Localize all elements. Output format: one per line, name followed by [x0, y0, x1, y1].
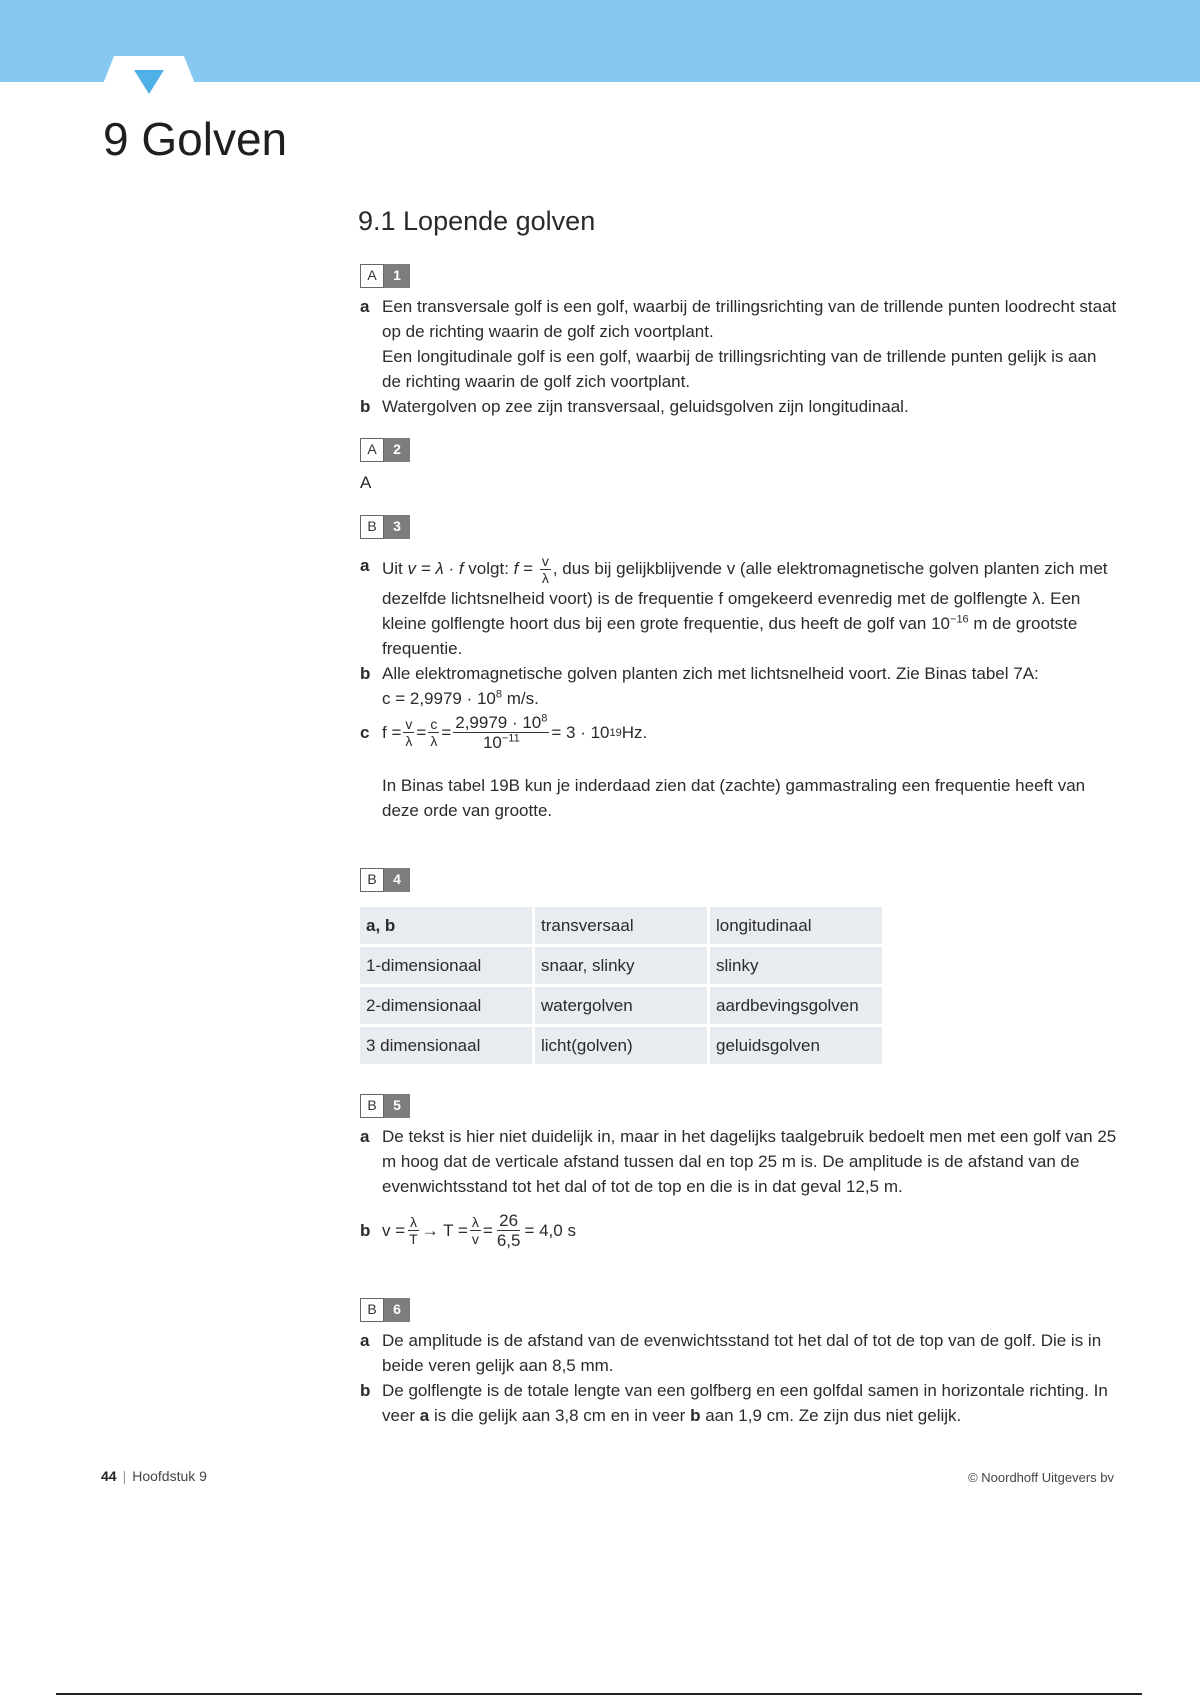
answer-text: volgt: — [463, 558, 514, 578]
exercise-5 — [360, 1092, 1120, 1251]
answer-text: A — [360, 472, 372, 492]
exercise-level: B — [360, 1298, 384, 1322]
table-row — [360, 907, 882, 944]
fraction — [453, 713, 549, 753]
exercise-6 — [360, 1296, 1120, 1428]
part-letter: a — [360, 1126, 370, 1146]
part-letter: a — [360, 296, 370, 316]
exercise-number: 3 — [384, 515, 410, 539]
exponent: 8 — [495, 688, 503, 701]
exercise-number: 1 — [384, 264, 410, 288]
denominator: T — [409, 1231, 418, 1248]
bold-label: a — [419, 1405, 430, 1425]
page-divider — [56, 1693, 1142, 1695]
exercise-2 — [360, 436, 1120, 495]
unit-text: Hz. — [621, 723, 648, 743]
footer-separator: | — [122, 1468, 127, 1484]
answer-text: Een longitudinale golf is een golf, waarbij de trillingsrichting van de trillende punten gelijk is aan de richting waarin de golf zich voortplant. — [382, 346, 1097, 391]
exercise-number: 2 — [384, 438, 410, 462]
formula-var: v = — [382, 1221, 406, 1241]
exercise-number: 4 — [384, 868, 410, 892]
answer-part-c — [360, 713, 1120, 753]
exercise-level: B — [360, 868, 384, 892]
part-letter: b — [360, 1380, 371, 1400]
table-cell: longitudinaal — [710, 907, 882, 944]
answer-text: In Binas tabel 19B kun je inderdaad zien dat (zachte) gammastraling een frequentie heeft van deze orde van grootte. — [382, 775, 1086, 820]
fraction — [403, 716, 414, 749]
denominator-base: 10 — [482, 733, 502, 753]
answer-text: aan 1,9 cm. Ze zijn dus niet gelijk. — [700, 1405, 962, 1425]
table-row — [360, 987, 882, 1024]
answer-part-a — [360, 553, 1120, 661]
table-cell: snaar, slinky — [535, 947, 707, 984]
page-number: 44 — [101, 1468, 117, 1484]
answer-text: is die gelijk aan 3,8 cm en in veer — [429, 1405, 691, 1425]
section-title: 9.1 Lopende golven — [358, 206, 596, 236]
chapter-title: 9 Golven — [103, 113, 288, 165]
table-row — [360, 947, 882, 984]
chapter-label: Hoofdstuk 9 — [132, 1468, 207, 1484]
table-cell: slinky — [710, 947, 882, 984]
part-letter: a — [360, 1330, 370, 1350]
formula-result: = 4,0 s — [524, 1221, 576, 1241]
answer-part-a — [360, 294, 1120, 394]
exercise-4 — [360, 866, 1120, 1067]
exponent: 8 — [541, 712, 548, 725]
numerator: λ — [409, 1213, 417, 1230]
denominator: λ — [541, 569, 549, 586]
part-letter: b — [360, 396, 371, 416]
exercise-badge — [360, 515, 410, 539]
table-cell: watergolven — [535, 987, 707, 1024]
part-letter: c — [360, 723, 370, 743]
answer-part-b — [360, 394, 1120, 419]
formula-line: f = $\frac{v}{\lambda}$ = $\frac{c}{\lambda}$ = $\frac{2,9979 \cdot 10^8}{10^{-11}}$ = 3 · 10 19 Hz. — [382, 712, 648, 753]
denominator: v — [471, 1231, 479, 1248]
answer-part-a — [360, 1328, 1120, 1378]
bold-label: b — [690, 1405, 701, 1425]
answer-text: Watergolven op zee zijn transversaal, geluidsgolven zijn longitudinaal. — [382, 396, 909, 416]
numerator-base: 2,9979 · 10 — [455, 712, 542, 732]
table-cell: licht(golven) — [535, 1027, 707, 1064]
page-footer — [101, 1468, 207, 1484]
table-cell: 2-dimensionaal — [360, 987, 532, 1024]
answer-text: m de grootste frequentie. — [382, 613, 1078, 658]
table-cell: aardbevingsgolven — [710, 987, 882, 1024]
table-row — [360, 1027, 882, 1064]
answer-part-b — [360, 1378, 1120, 1428]
exponent: −11 — [501, 732, 520, 745]
exercise-3 — [360, 513, 1120, 823]
answer-text: De amplitude is de afstand van de evenwichtsstand tot het dal of tot de top van de golf. Die is in beide veren gelijk aan 8,5 mm. — [382, 1330, 1102, 1375]
part-letter: a — [360, 555, 370, 575]
answer-text: Een transversale golf is een golf, waarbij de trillingsrichting van de trillende punten loodrecht staat op de richting waarin de golf zich voortplant. — [382, 296, 1117, 341]
answer-part-b — [360, 1211, 1120, 1251]
exercise-1 — [360, 262, 1120, 419]
formula: v = λ · f — [407, 558, 464, 578]
numerator: λ — [471, 1213, 479, 1230]
formula-line — [382, 1211, 1120, 1251]
formula-result: = 3 · 10 — [551, 723, 610, 743]
formula-eq: = — [482, 1221, 493, 1241]
denominator — [481, 733, 522, 753]
answer-text: Uit — [382, 558, 408, 578]
answer-text: , dus bij gelijkblijvende v (alle elektromagnetische golven planten zich met dezelfde lichtsnelheid voort) is de frequentie f omgekeerd evenredig met de golflengte λ. Een kleine golflengte hoort dus bij een grote frequentie, dus heeft de golf van 10 — [382, 558, 1108, 633]
answer-text: De tekst is hier niet duidelijk in, maar in het dagelijks taalgebruik bedoelt men met een golf van 25 m hoog dat de verticale afstand tussen dal en top 25 m is. De amplitude is de afstand van de evenwichtsstand tot het dal of tot de top en die is in dat geval 12,5 m. — [382, 1126, 1117, 1196]
formula-var: f — [513, 558, 519, 578]
exercise-level: B — [360, 1094, 384, 1118]
exercise-badge — [360, 264, 410, 288]
numerator: v — [541, 552, 549, 569]
exercise-level: A — [360, 264, 384, 288]
copyright: © Noordhoff Uitgevers bv — [968, 1470, 1114, 1485]
numerator: c — [430, 716, 438, 733]
denominator: λ — [430, 733, 438, 750]
table-cell: a, b — [360, 907, 532, 944]
part-letter: b — [360, 1221, 371, 1241]
table-cell: geluidsgolven — [710, 1027, 882, 1064]
table-cell: 1-dimensionaal — [360, 947, 532, 984]
fraction — [495, 1211, 523, 1251]
fraction — [470, 1214, 481, 1247]
properties-table — [357, 904, 885, 1067]
fraction — [407, 1214, 420, 1247]
unit-text: m/s. — [502, 688, 539, 708]
exponent: −16 — [950, 613, 969, 626]
numerator: v — [405, 716, 413, 733]
numerator — [453, 713, 549, 734]
answer-part-a — [360, 1124, 1120, 1199]
exercise-badge — [360, 1298, 410, 1322]
formula-arrow: → T = — [421, 1221, 468, 1241]
exercise-level: B — [360, 515, 384, 539]
exercise-level: A — [360, 438, 384, 462]
exercise-badge — [360, 438, 410, 462]
exercise-number: 6 — [384, 1298, 410, 1322]
triangle-down-icon — [134, 70, 164, 94]
fraction — [540, 553, 551, 586]
fraction — [428, 716, 439, 749]
formula-eq: = — [416, 723, 427, 743]
formula-var: f = — [382, 723, 402, 743]
denominator: 6,5 — [496, 1231, 521, 1251]
exercise-badge — [360, 868, 410, 892]
part-letter: b — [360, 663, 371, 683]
answer-text: Alle elektromagnetische golven planten zich met lichtsnelheid voort. Zie Binas tabel 7A: — [382, 663, 1039, 683]
denominator: λ — [405, 733, 413, 750]
answer-text: De golflengte is de totale lengte van een golfberg en een golfdal samen in horizontale richting. In veer — [382, 1380, 1108, 1425]
table-cell: 3 dimensionaal — [360, 1027, 532, 1064]
formula-eq: = — [523, 558, 534, 578]
exercise-number: 5 — [384, 1094, 410, 1118]
exercise-badge — [360, 1094, 410, 1118]
table-cell: transversaal — [535, 907, 707, 944]
answer-part-b — [360, 661, 1120, 711]
numerator: 26 — [499, 1210, 519, 1230]
formula: c = 2,9979 · 10 — [382, 688, 496, 708]
formula-eq: = — [441, 723, 452, 743]
